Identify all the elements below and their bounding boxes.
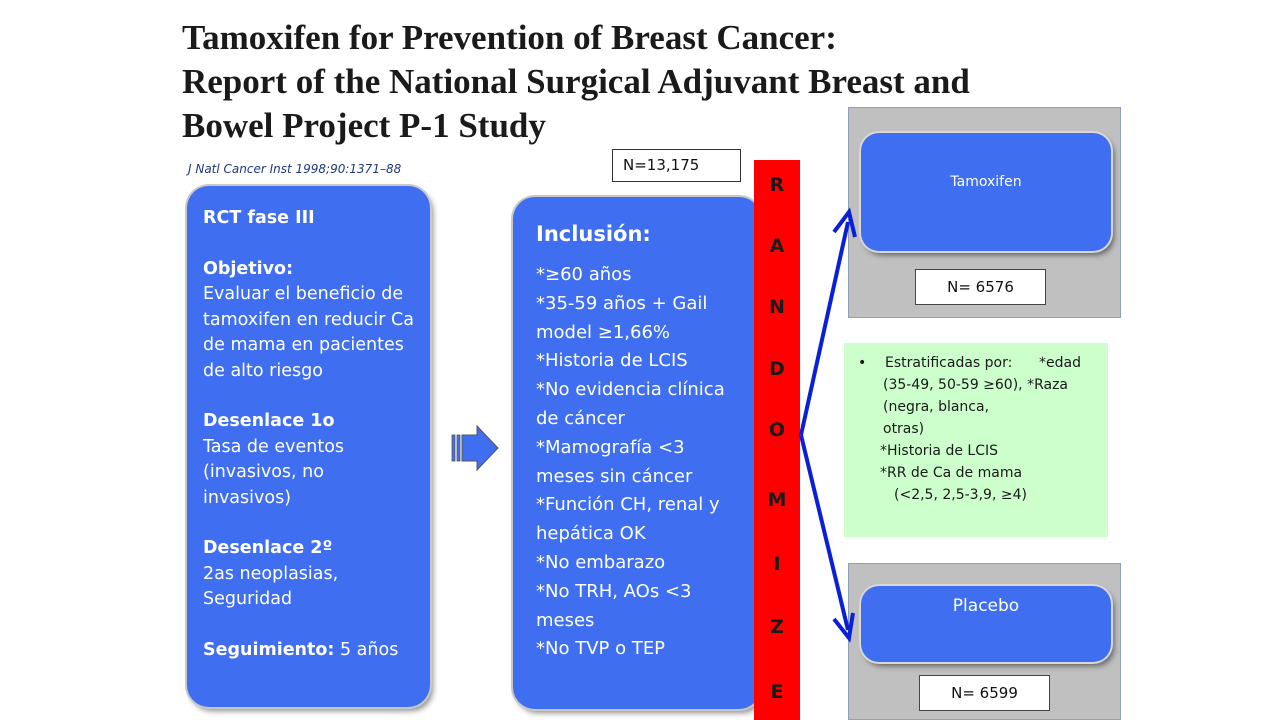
criterion-item: *35-59 años + Gail model ≥1,66% bbox=[536, 292, 708, 343]
title-line-2: Report of the National Surgical Adjuvant Breast and bbox=[182, 62, 970, 101]
tamoxifen-n: N= 6576 bbox=[915, 269, 1046, 305]
randomize-letter: O bbox=[768, 419, 786, 441]
randomize-letter: Z bbox=[770, 616, 784, 638]
placebo-n: N= 6599 bbox=[919, 675, 1050, 711]
secondary-outcome-label: Desenlace 2º bbox=[203, 538, 333, 558]
criterion-item: *No TRH, AOs <3 meses bbox=[536, 580, 692, 631]
followup-label: Seguimiento: bbox=[203, 639, 335, 660]
objective-text: Evaluar el beneficio de tamoxifen en reducir Ca de mama en pacientes de alto riesgo bbox=[203, 284, 414, 381]
total-sample-size: N=13,175 bbox=[612, 149, 741, 182]
bullet-icon: • bbox=[858, 355, 867, 371]
title-line-3: Bowel Project P-1 Study bbox=[182, 106, 546, 145]
strat-line: (negra, blanca, bbox=[883, 399, 990, 415]
title-line-1: Tamoxifen for Prevention of Breast Cancer: bbox=[182, 18, 837, 57]
randomize-letter: N bbox=[769, 296, 785, 318]
arrow-to-placebo bbox=[801, 435, 848, 630]
strat-line: (35-49, 50-59 ≥60), *Raza bbox=[883, 377, 1069, 393]
tamoxifen-arm-box: Tamoxifen bbox=[861, 133, 1111, 251]
primary-outcome-text: Tasa de eventos (invasivos, no invasivos) bbox=[203, 436, 345, 508]
secondary-outcome-text: 2as neoplasias, Seguridad bbox=[203, 563, 339, 609]
criterion-item: *Historia de LCIS bbox=[536, 350, 688, 372]
placebo-arm-box: Placebo bbox=[861, 586, 1111, 662]
objective-label: Objetivo: bbox=[203, 258, 294, 279]
randomize-letter: M bbox=[767, 489, 787, 511]
arrow-to-tamoxifen bbox=[801, 222, 848, 435]
study-type: RCT fase III bbox=[203, 208, 315, 228]
study-design-box bbox=[187, 186, 430, 707]
randomize-letter: I bbox=[773, 553, 781, 575]
randomize-letter: E bbox=[770, 681, 784, 703]
criterion-item: *No evidencia clínica de cáncer bbox=[536, 379, 725, 429]
criterion-item: *Mamografía <3 meses sin cáncer bbox=[536, 436, 693, 487]
strat-line: *RR de Ca de mama bbox=[880, 465, 1023, 481]
citation: J Natl Cancer Inst 1998;90:1371–88 bbox=[188, 162, 402, 176]
criterion-item: *Función CH, renal y hepática OK bbox=[536, 494, 720, 545]
randomize-letter: R bbox=[769, 174, 785, 196]
right-block-arrow-icon bbox=[450, 424, 500, 472]
criterion-item: *No embarazo bbox=[536, 551, 666, 573]
followup-text: 5 años bbox=[334, 639, 399, 660]
inclusion-criteria-box bbox=[513, 197, 761, 709]
strat-line: (<2,5, 2,5-3,9, ≥4) bbox=[894, 487, 1027, 503]
inclusion-heading: Inclusión: bbox=[536, 222, 651, 246]
strat-line: Estratificadas por: *edad bbox=[885, 355, 1081, 371]
randomize-bar bbox=[754, 160, 800, 720]
strat-line: otras) bbox=[883, 421, 925, 437]
criterion-item: *≥60 años bbox=[536, 264, 632, 285]
stratification-box bbox=[844, 343, 1108, 537]
criterion-item: *No TVP o TEP bbox=[536, 638, 666, 660]
primary-outcome-label: Desenlace 1o bbox=[203, 411, 335, 431]
randomize-letter: D bbox=[769, 358, 785, 380]
randomize-letter: A bbox=[769, 235, 785, 257]
strat-line: *Historia de LCIS bbox=[880, 443, 998, 459]
followup bbox=[203, 638, 416, 664]
